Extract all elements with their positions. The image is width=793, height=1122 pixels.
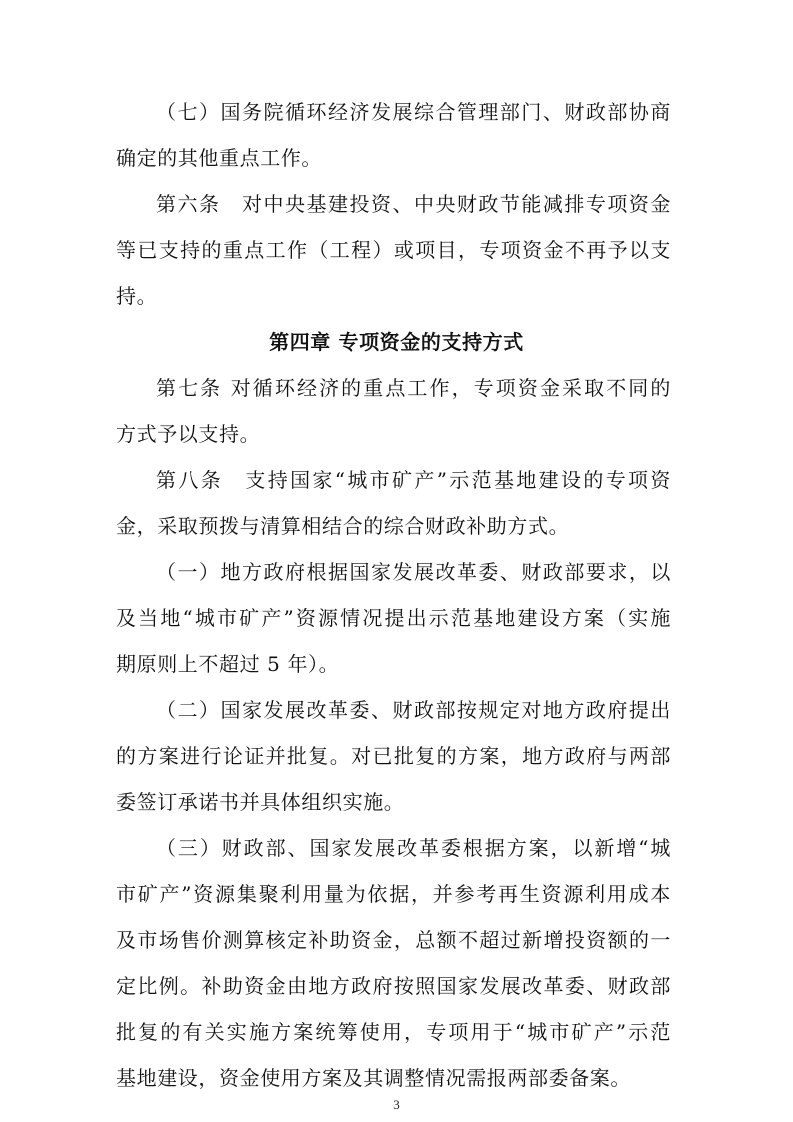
text-line-clause-1-end: 期原则上不超过 5 年）。: [116, 652, 340, 676]
text-line-article-8-start: 第八条 支持国家“城市矿产”示范基地建设的专项资: [156, 468, 671, 492]
text-line-clause-3-line-4: 定比例。补助资金由地方政府按照国家发展改革委、财政部: [116, 974, 671, 998]
text-line-clause-3-line-3: 及市场售价测算核定补助资金，总额不超过新增投资额的一: [116, 928, 671, 952]
text-line-clause-1-middle: 及当地“城市矿产”资源情况提出示范基地建设方案（实施: [116, 606, 671, 630]
text-line-article-6-start: 第六条 对中央基建投资、中央财政节能减排专项资金: [156, 192, 671, 216]
text-line-clause-3-line-2: 市矿产”资源集聚利用量为依据，并参考再生资源利用成本: [116, 882, 671, 906]
text-line-article-8-end: 金，采取预拨与清算相结合的综合财政补助方式。: [116, 514, 570, 538]
text-line-article-7-start: 第七条 对循环经济的重点工作，专项资金采取不同的: [156, 376, 671, 400]
text-line-clause-1-start: （一）地方政府根据国家发展改革委、财政部要求，以: [156, 560, 671, 584]
text-line-article-6-middle: 等已支持的重点工作（工程）或项目，专项资金不再予以支: [116, 238, 671, 262]
text-line-clause-2-end: 委签订承诺书并具体组织实施。: [116, 790, 405, 814]
text-line-item-7-start: （七）国务院循环经济发展综合管理部门、财政部协商: [156, 100, 671, 124]
text-line-clause-3-line-5: 批复的有关实施方案统筹使用，专项用于“城市矿产”示范: [116, 1020, 671, 1044]
text-line-article-7-end: 方式予以支持。: [116, 422, 261, 446]
text-line-article-6-end: 持。: [116, 284, 158, 308]
text-line-clause-2-middle: 的方案进行论证并批复。对已批复的方案，地方政府与两部: [116, 744, 671, 768]
page-number: 3: [393, 1097, 400, 1112]
text-line-clause-3-end: 基地建设，资金使用方案及其调整情况需报两部委备案。: [116, 1066, 631, 1090]
text-line-clause-2-start: （二）国家发展改革委、财政部按规定对地方政府提出: [156, 698, 671, 722]
text-line-clause-3-start: （三）财政部、国家发展改革委根据方案，以新增“城: [156, 836, 671, 860]
chapter-heading: 第四章 专项资金的支持方式: [269, 330, 524, 354]
text-line-item-7-end: 确定的其他重点工作。: [116, 146, 322, 170]
